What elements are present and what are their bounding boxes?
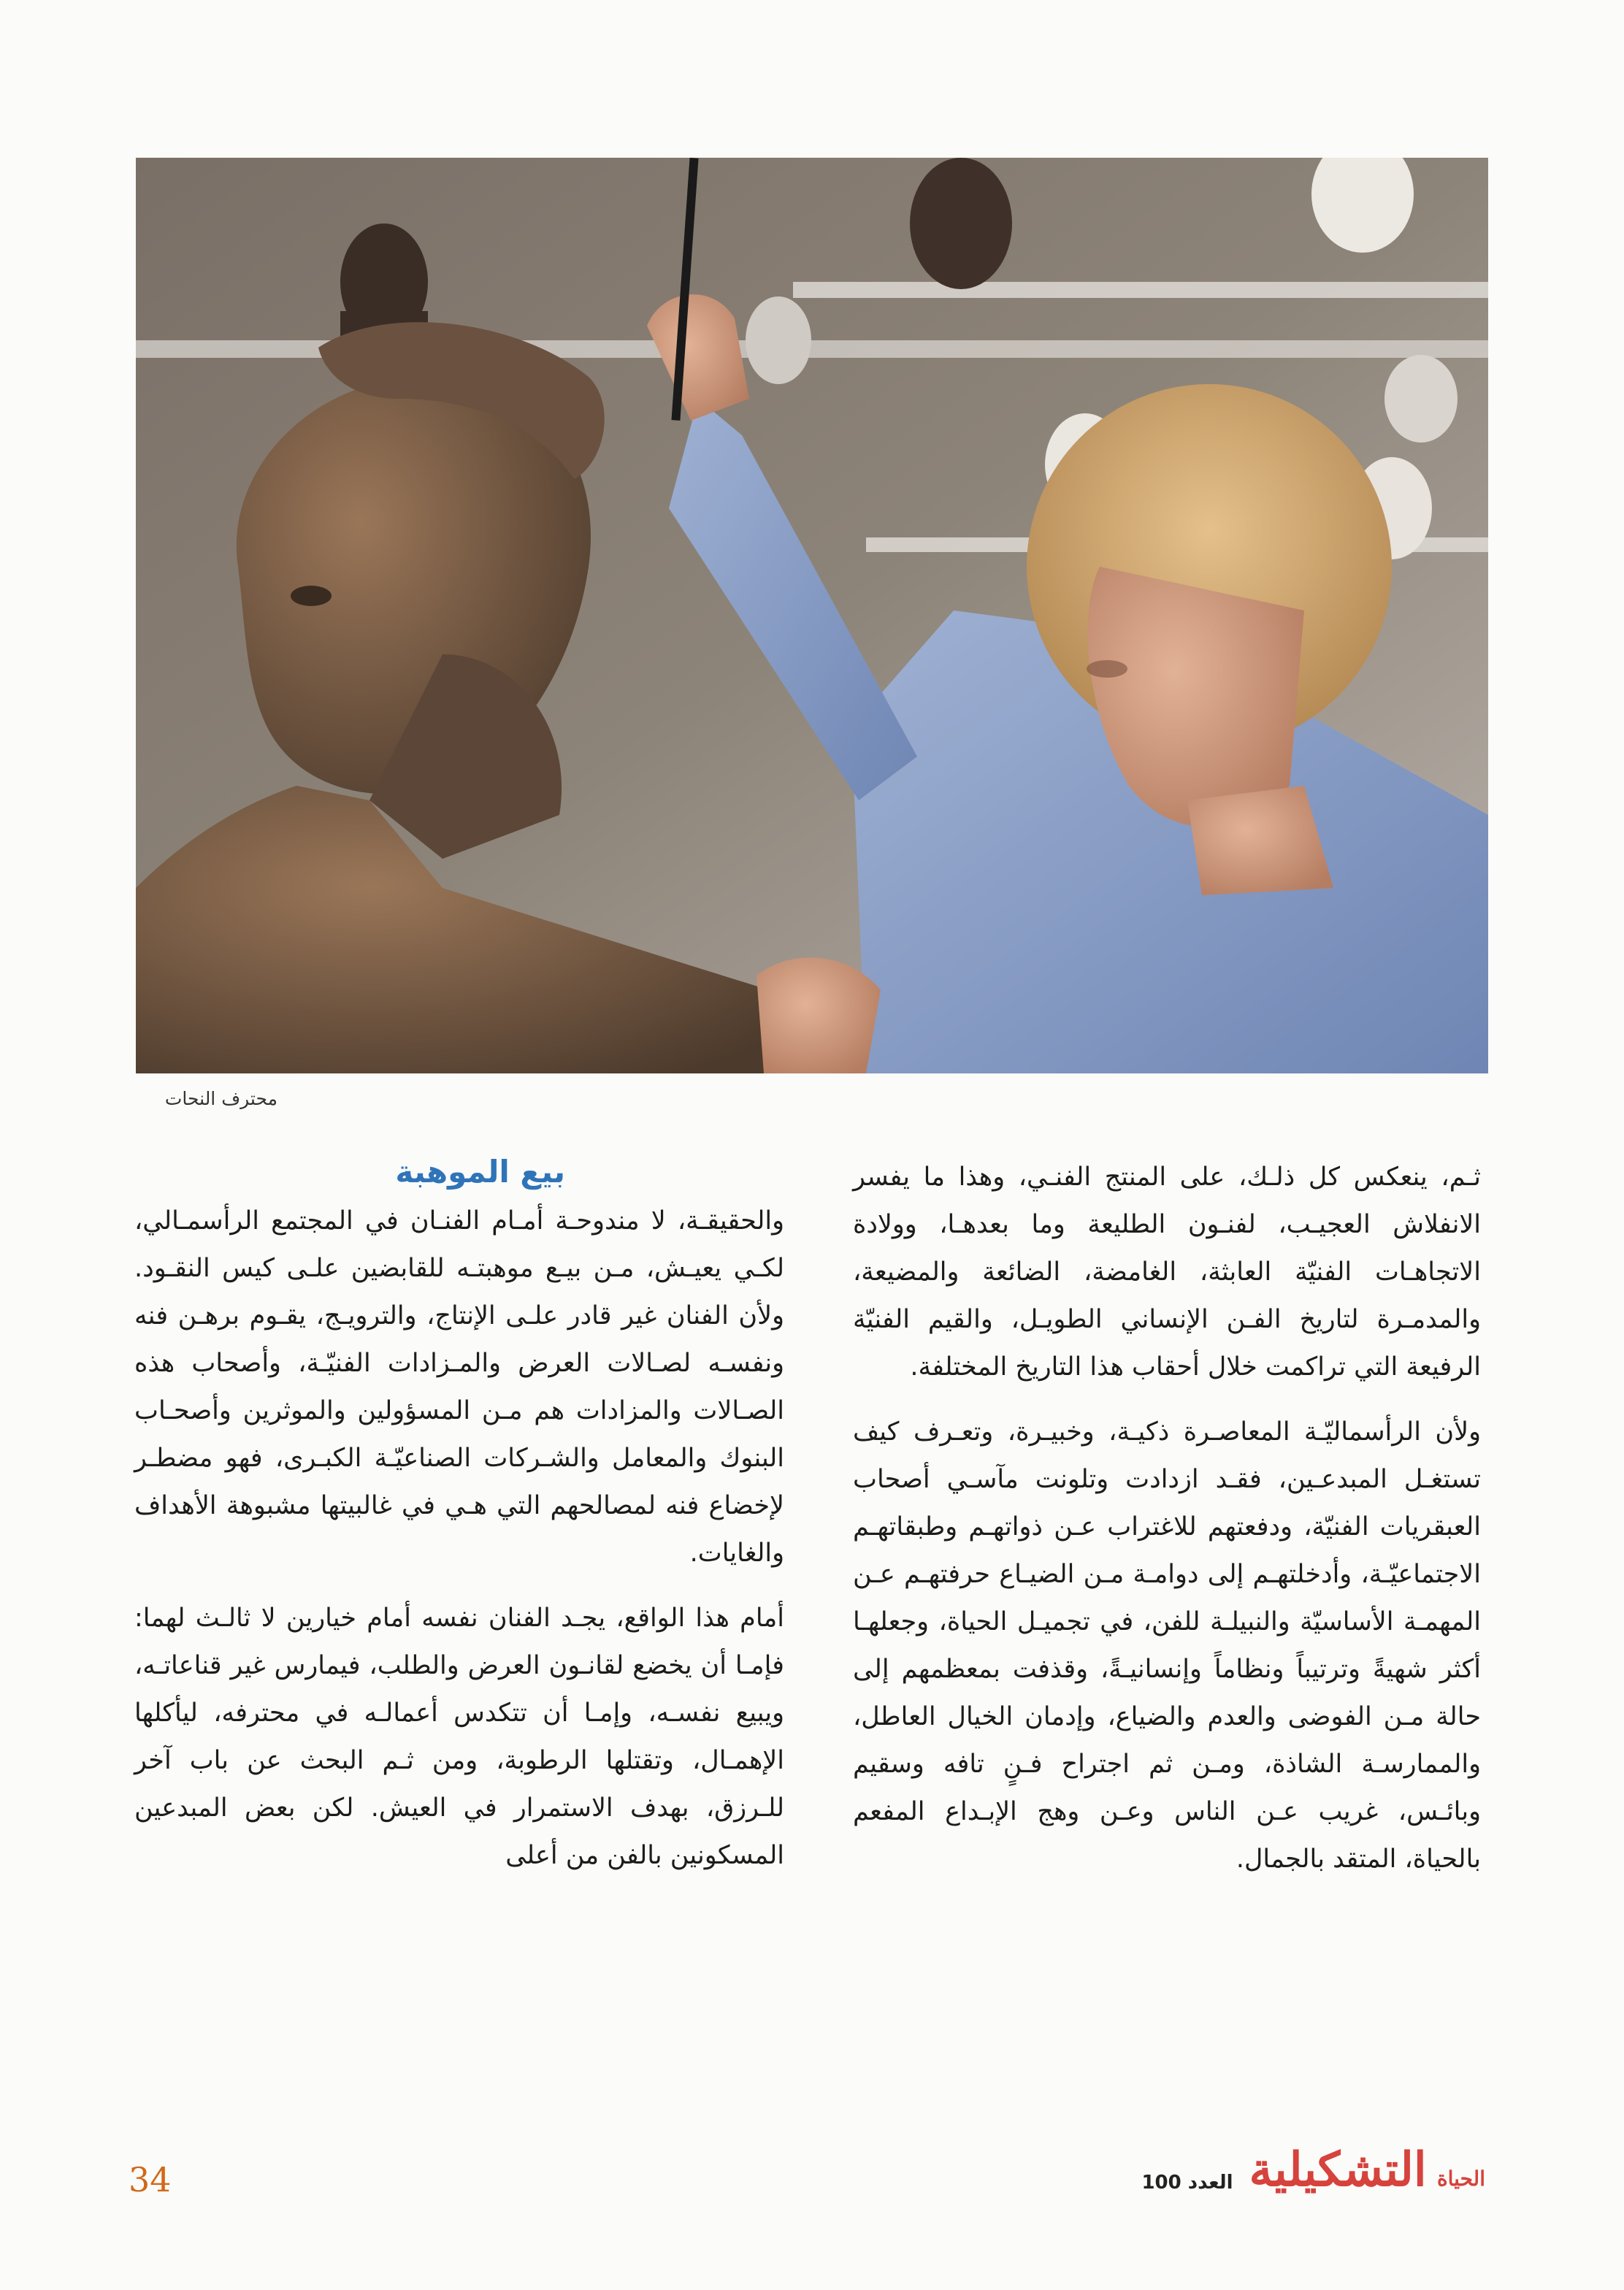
page-number: 34 xyxy=(129,2160,172,2199)
paragraph: ولأن الرأسماليّـة المعاصـرة ذكيـة، وخبيـرة، وتعـرف كيف تستغـل المبدعـين، فقـد ازدادت وتلونت مآسـي أصحاب العبقريات الفنيّة، ودفعتهم للاغتراب عـن ذواتهـم وطبقاتهـم الاجتماعيّـة، وأدخلتهـم إلى دوامـة مـن الضيـاع حرفتهـم عـن المهمـة الأساسيّة والنبيلـة للفن، في تجميـل الحياة، وجعلهـا أكثر شهيةً وترتيباً ونظاماً وإنسانيـةً، وقذفت بمعظمهم إلى حالة مـن الفوضى والعدم والضياع، وإدمان الخيال العاطل، والممارسـة الشاذة، ومـن ثم اجتراح فـنٍ تافه وسقيم وبائـس، غريب عـن الناس وعـن وهج الإبـداع المفعم بالحياة، المتقد بالجمال. xyxy=(853,1417,1481,1874)
paragraph: والحقيقـة، لا مندوحـة أمـام الفنـان في المجتمع الرأسمـالي، لكـي يعيـش، مـن بيـع موهبتـه للقابضين علـى كيس النقـود. ولأن الفنان غير قادر علـى الإنتاج، والترويـج، يقـوم برهـن فنه ونفسـه لصـالات العرض والمـزادات الفنيّـة، وأصحاب هذه الصـالات والمزادات هم مـن المسؤولين والموثرين وأصحـاب البنوك والمعامل والشـركات الصناعيّـة الكبـرى، فهو مضطـر لإخضاع فنه لمصالحهم التي هـي في غالبيتها مشبوهة الأهداف والغايات. xyxy=(134,1206,784,1568)
paragraph: أمام هذا الواقع، يجـد الفنان نفسه أمام خيارين لا ثالـث لهما: فإمـا أن يخضع لقانـون العرض والطلب، فيمارس غير قناعاتـه، ويبيع نفسـه، وإمـا أن تتكدس أعمالـه في محترفه، ليأكلها الإهمـال، وتقتلها الرطوبة، ومن ثـم البحث عن باب آخر للـرزق، بهدف الاستمرار في العيش. لكن بعض المبدعين المسكونين بالفن من أعلى xyxy=(134,1604,784,1870)
logo-main-text: التشكيلية xyxy=(1249,2142,1427,2197)
photo-caption: محترف النحات xyxy=(164,1088,277,1109)
sculptor-photo xyxy=(136,158,1488,1073)
article-column-left xyxy=(134,1198,784,1897)
article-column-right xyxy=(853,1154,1481,1901)
paragraph: ثـم، ينعكس كل ذلـك، على المنتج الفنـي، وهذا ما يفسر الانفلاش العجيـب، لفنـون الطليعة وما بعدهـا، وولادة الاتجاهـات الفنيّة العابثة، الغامضة، الضائعة والمضيعة، والمدمـرة لتاريخ الفـن الإنساني الطويـل، والقيم الفنيّة الرفيعة التي تراكمت خلال أحقاب هذا التاريخ المختلفة. xyxy=(853,1163,1481,1382)
footer-masthead xyxy=(1141,2142,1485,2197)
photo-illustration xyxy=(136,158,1488,1073)
magazine-logo xyxy=(1249,2142,1485,2197)
section-heading: بيع الموهبة xyxy=(395,1154,565,1190)
issue-label: العدد 100 xyxy=(1141,2172,1233,2194)
logo-small-text: الحياة xyxy=(1436,2167,1485,2191)
